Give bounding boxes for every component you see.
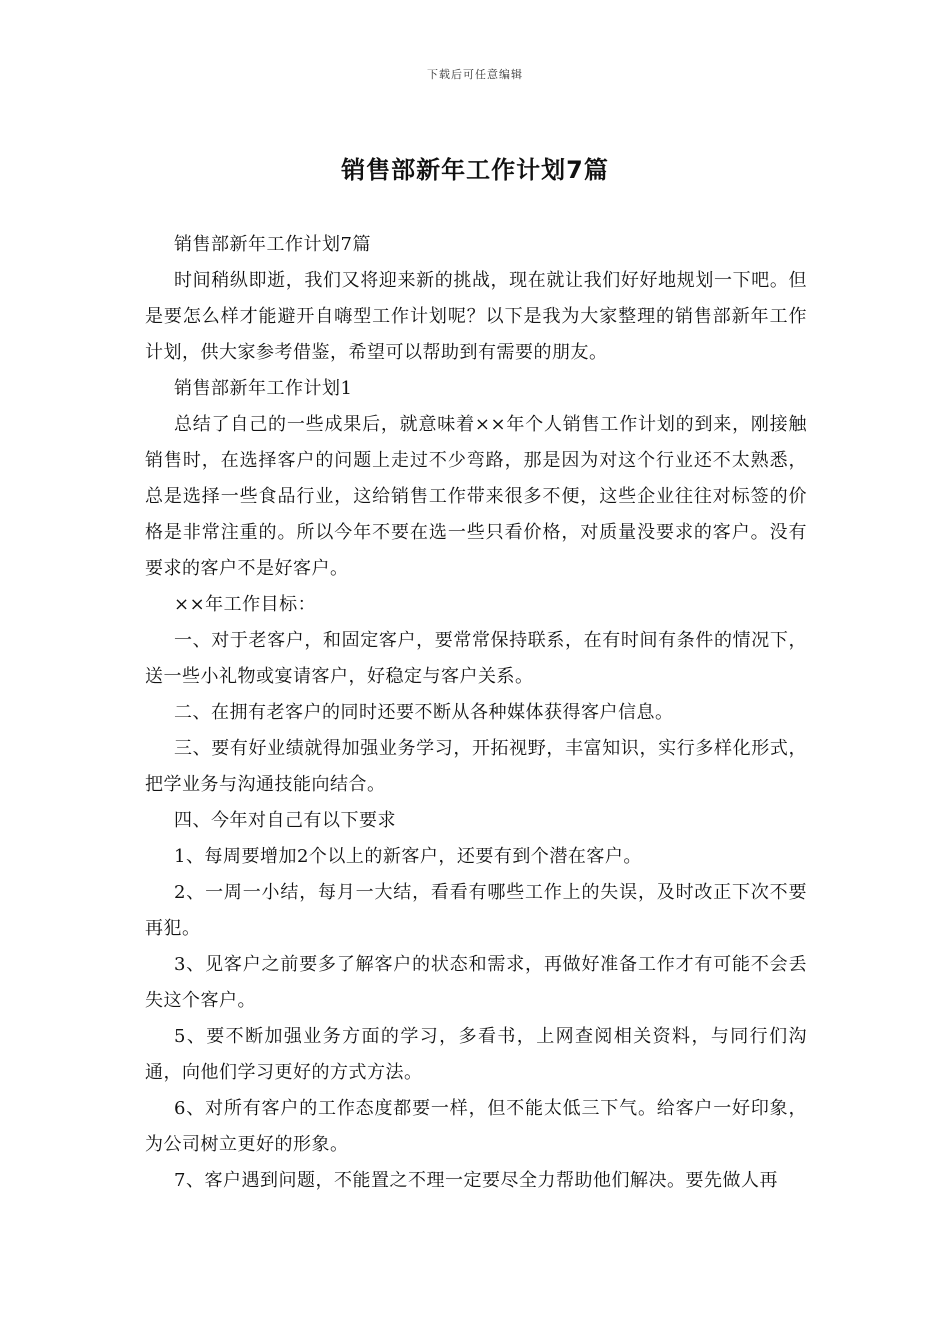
- paragraph-goal-3: 三、要有好业绩就得加强业务学习，开拓视野，丰富知识，实行多样化形式，把学业务与沟通技能向结合。: [145, 738, 807, 795]
- document-body: [145, 227, 807, 1199]
- list-item-5: 5、要不断加强业务方面的学习，多看书，上网查阅相关资料，与同行们沟通，向他们学习更好的方式方法。: [145, 1026, 807, 1083]
- header-note: 下载后可任意编辑: [427, 68, 523, 81]
- list-item-2: 2、一周一小结，每月一大结，看看有哪些工作上的失误，及时改正下次不要再犯。: [145, 882, 807, 939]
- section-heading-plan-1: 销售部新年工作计划1: [174, 378, 353, 399]
- paragraph-summary: 总结了自己的一些成果后，就意味着××年个人销售工作计划的到来，刚接触销售时，在选择客户的问题上走过不少弯路，那是因为对这个行业还不太熟悉，总是选择一些食品行业，这给销售工作带来很多不便，这些企业往往对标签的价格是非常注重的。所以今年不要在选一些只看价格，对质量没要求的客户。没有要求的客户不是好客户。: [145, 414, 807, 579]
- list-item-1: 1、每周要增加2个以上的新客户，还要有到个潜在客户。: [174, 846, 642, 867]
- document-title: 销售部新年工作计划7篇: [341, 156, 609, 184]
- list-item-7: 7、客户遇到问题，不能置之不理一定要尽全力帮助他们解决。要先做人再: [174, 1170, 778, 1191]
- paragraph-goal-1: 一、对于老客户，和固定客户，要常常保持联系，在有时间有条件的情况下，送一些小礼物或宴请客户，好稳定与客户关系。: [145, 630, 807, 687]
- list-item-6: 6、对所有客户的工作态度都要一样，但不能太低三下气。给客户一好印象，为公司树立更好的形象。: [145, 1098, 807, 1155]
- list-item-3: 3、见客户之前要多了解客户的状态和需求，再做好准备工作才有可能不会丢失这个客户。: [145, 954, 807, 1011]
- section-heading-goals: ××年工作目标：: [174, 594, 317, 615]
- paragraph-goal-4: 四、今年对自己有以下要求: [174, 810, 396, 831]
- paragraph-subtitle: 销售部新年工作计划7篇: [174, 234, 371, 255]
- paragraph-goal-2: 二、在拥有老客户的同时还要不断从各种媒体获得客户信息。: [174, 702, 674, 723]
- paragraph-intro: 时间稍纵即逝，我们又将迎来新的挑战，现在就让我们好好地规划一下吧。但是要怎么样才能避开自嗨型工作计划呢？以下是我为大家整理的销售部新年工作计划，供大家参考借鉴，希望可以帮助到有需要的朋友。: [145, 270, 807, 363]
